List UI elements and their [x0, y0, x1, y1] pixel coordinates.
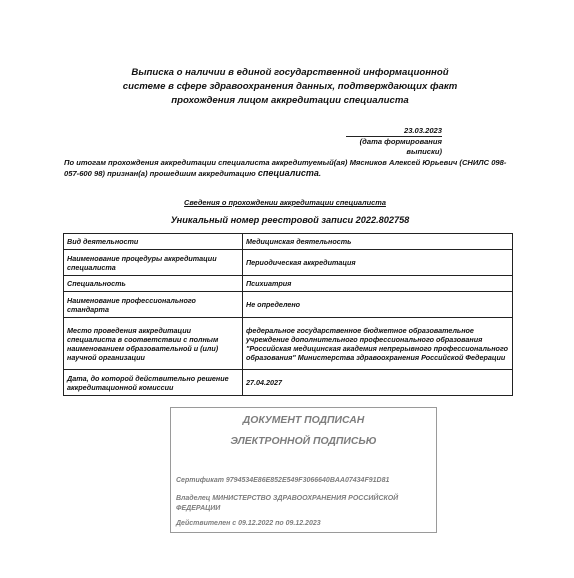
row-value: Медицинская деятельность	[243, 234, 513, 250]
statement-date: 23.03.2023	[403, 126, 442, 135]
row-label: Дата, до которой действительно решение аккредитационной комиссии	[64, 370, 243, 396]
row-value: Не определено	[243, 292, 513, 318]
table-row	[64, 234, 513, 250]
table-row	[64, 318, 513, 370]
intro-emphasis: специалиста	[257, 168, 319, 178]
row-label: Вид деятельности	[64, 234, 243, 250]
stamp-validity: Действителен с 09.12.2022 по 09.12.2023	[176, 520, 321, 527]
title-line-2: системе в сфере здравоохранения данных, подтверждающих факт	[122, 81, 458, 92]
row-value: Психиатрия	[243, 276, 513, 292]
electronic-signature-stamp	[170, 407, 437, 533]
title-line-3: прохождения лицом аккредитации специалиста	[171, 95, 409, 106]
intro-text: По итогам прохождения аккредитации специалиста аккредитуемый(ая) Мясников Алексей Юрьевич (СНИЛС 098-057-600 98) признан(а) прошедшим аккредитацию	[64, 158, 507, 178]
stamp-certificate: Сертификат 9794534E86E852E549F3066640BAA07434F91D81	[176, 477, 390, 484]
row-label: Наименование профессионального стандарта	[64, 292, 243, 318]
table-row	[64, 250, 513, 276]
document-title	[120, 66, 460, 108]
date-caption: (дата формирования выписки)	[359, 137, 442, 156]
row-label: Специальность	[64, 276, 243, 292]
table-row	[64, 292, 513, 318]
row-label: Место проведения аккредитации специалиста в соответствии с полным наименованием образовательной и (или) научной организации	[64, 318, 243, 370]
row-value: федеральное государственное бюджетное образовательное учреждение дополнительного профессионального образования "Российская медицинская академия непрерывного профессионального образования" Министерства здравоохранения Российской Федерации	[243, 318, 513, 370]
accreditation-table	[63, 233, 513, 396]
intro-end: .	[318, 169, 322, 178]
section-heading: Сведения о прохождении аккредитации специалиста	[184, 198, 386, 207]
title-line-1: Выписка о наличии в единой государственной информационной	[131, 67, 449, 78]
table-row	[64, 370, 513, 396]
row-value: 27.04.2027	[243, 370, 513, 396]
table-row	[64, 276, 513, 292]
stamp-title-line-2: ЭЛЕКТРОННОЙ ПОДПИСЬЮ	[230, 436, 377, 447]
row-value: Периодическая аккредитация	[243, 250, 513, 276]
stamp-owner: Владелец МИНИСТЕРСТВО ЗДРАВООХРАНЕНИЯ РОССИЙСКОЙ ФЕДЕРАЦИИ	[176, 495, 399, 512]
row-label: Наименование процедуры аккредитации специалиста	[64, 250, 243, 276]
intro-paragraph	[64, 158, 512, 179]
stamp-title-line-1: ДОКУМЕНТ ПОДПИСАН	[242, 415, 365, 426]
registry-number: Уникальный номер реестровой записи 2022.802758	[170, 215, 410, 225]
date-block	[346, 126, 442, 157]
